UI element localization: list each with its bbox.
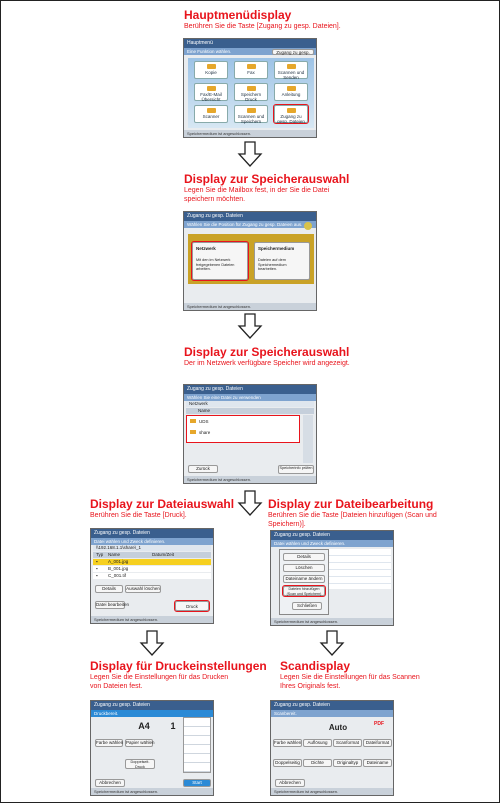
screen-footer: Speichermedium ist angeschlossen. bbox=[184, 130, 316, 137]
file-edit-button[interactable]: Datei bearbeiten bbox=[96, 602, 130, 607]
network-storage-screenshot bbox=[183, 384, 317, 484]
list-item[interactable] bbox=[187, 419, 297, 425]
tile-label: Anleitung bbox=[281, 92, 301, 97]
list-item-label: UDS bbox=[199, 419, 209, 424]
step-desc: Berühren Sie die Taste [Zugang zu gesp. Dateien]. bbox=[184, 23, 341, 30]
tile-access-stored-files[interactable] bbox=[274, 105, 308, 123]
tile-label: Zugang zu gesp. Dateien bbox=[277, 114, 305, 124]
scan-button-resolution[interactable]: Auflösung bbox=[303, 739, 332, 747]
col-type: Typ bbox=[96, 552, 104, 557]
file-icon: ▪ bbox=[96, 566, 98, 571]
file-icon: ▪ bbox=[96, 559, 98, 564]
network-button[interactable] bbox=[192, 242, 248, 280]
file-icon: ▪ bbox=[96, 573, 98, 578]
step-storage-select-2 bbox=[184, 345, 354, 368]
step-main-menu bbox=[184, 8, 384, 31]
main-menu-screenshot bbox=[183, 38, 317, 138]
screen-subheader: Wählen Sie die Position für Zugang zu gesp. Dateien aus. bbox=[184, 221, 316, 228]
screen-footer: Speichermedium ist angeschlossen. bbox=[184, 476, 316, 483]
step-title: Display zur Speicherauswahl bbox=[184, 172, 350, 186]
close-menu-item[interactable]: Schließen bbox=[292, 602, 322, 610]
scan-button-file-format[interactable]: Dateiformat bbox=[363, 739, 392, 747]
scan-button-duplex[interactable]: Doppelseitig bbox=[273, 759, 302, 767]
file-name: A_001.jpg bbox=[108, 559, 129, 564]
col-date: Datum/Zeit bbox=[152, 552, 175, 557]
step-desc: Legen Sie die Einstellungen für das Scannen Ihres Originals fest. bbox=[280, 674, 420, 690]
tile-label: Fax bbox=[247, 70, 255, 75]
step-storage-select-1 bbox=[184, 172, 354, 204]
step-desc: Legen Sie die Mailbox fest, in der Sie die Datei speichern möchten. bbox=[184, 187, 330, 203]
cancel-button[interactable]: Abbrechen bbox=[275, 779, 305, 787]
tile-label: Scannen und Senden bbox=[277, 70, 305, 80]
scan-store-icon bbox=[247, 108, 256, 113]
file-edit-screenshot bbox=[270, 530, 394, 626]
screen-footer: Speichermedium ist angeschlossen. bbox=[271, 788, 393, 795]
stored-files-icon bbox=[287, 108, 296, 113]
clear-selection-button[interactable]: Auswahl löschen bbox=[126, 586, 160, 591]
network-label: Netzwerk bbox=[196, 246, 216, 251]
tile-fax[interactable] bbox=[234, 61, 268, 79]
path-bar: \\192.168.1.1\share\_1 bbox=[93, 545, 211, 551]
screen-subheader: Scanbereit. bbox=[271, 710, 393, 717]
guide-icon bbox=[287, 86, 296, 91]
folder-icon bbox=[190, 430, 196, 434]
scan-button-original-type[interactable]: Originaltyp bbox=[333, 759, 362, 767]
tile-label: Scanner bbox=[202, 114, 220, 119]
storage-media-note: Dateien auf dem Speichermedium bearbeiten. bbox=[258, 258, 287, 271]
start-button[interactable]: Start bbox=[183, 779, 211, 787]
list-item[interactable] bbox=[187, 430, 297, 436]
scan-send-icon bbox=[287, 64, 296, 69]
tile-guide[interactable] bbox=[274, 83, 308, 101]
step-title: Display zur Dateiauswahl bbox=[90, 497, 235, 511]
list-item-label: share bbox=[199, 430, 211, 435]
step-desc: Der im Netzwerk verfügbare Speicher wird angezeigt. bbox=[184, 360, 350, 367]
copy-icon bbox=[207, 64, 216, 69]
storage-media-label: Speichermedium bbox=[258, 246, 295, 251]
storage-list bbox=[186, 415, 300, 443]
table-row[interactable] bbox=[93, 559, 211, 565]
details-button[interactable]: Details bbox=[95, 585, 123, 593]
scan-button-density[interactable]: Dichte bbox=[303, 759, 332, 767]
step-scan-display bbox=[280, 659, 420, 691]
step-file-select bbox=[90, 497, 234, 520]
tile-label: Scannen und Speichern bbox=[237, 114, 265, 124]
path-bar: Netzwerk bbox=[186, 401, 314, 407]
table-row[interactable] bbox=[93, 566, 211, 572]
screen-header: Zugang zu gesp. Dateien bbox=[91, 701, 213, 710]
screen-footer: Speichermedium ist angeschlossen. bbox=[91, 616, 213, 623]
tile-label: Fax/E-Mail Übersicht bbox=[200, 92, 222, 102]
access-stored-files-top-button[interactable]: Zugang zu gesp. bbox=[272, 49, 314, 55]
fax-overview-icon bbox=[207, 86, 216, 91]
file-select-screenshot bbox=[90, 528, 214, 624]
step-desc: Berühren Sie die Taste [Druck]. bbox=[90, 512, 187, 519]
storage-select-screenshot bbox=[183, 211, 317, 311]
step-title: Display für Druckeinstellungen bbox=[90, 659, 267, 673]
delete-menu-item[interactable]: Löschen bbox=[283, 564, 325, 572]
edit-menu bbox=[279, 549, 329, 615]
screen-header: Zugang zu gesp. Dateien bbox=[184, 212, 316, 221]
screen-footer: Speichermedium ist angeschlossen. bbox=[184, 303, 316, 310]
details-menu-item[interactable]: Details bbox=[283, 553, 325, 561]
screen-subheader: Wählen Sie eine Datei zu verwenden bbox=[184, 394, 316, 401]
screen-header: Zugang zu gesp. Dateien bbox=[91, 529, 213, 538]
down-arrow-icon bbox=[140, 630, 164, 656]
network-note: Mit den im Netzwerk freigegebenen Dateien arbeiten. bbox=[196, 258, 235, 271]
tile-copy[interactable] bbox=[194, 61, 228, 79]
col-name: Name bbox=[108, 552, 121, 557]
settings-sidebar bbox=[183, 717, 211, 773]
tile-scan-store[interactable] bbox=[234, 105, 268, 123]
add-files-scan-store-menu-item[interactable]: Dateien hinzufügen (Scan und Speichern) bbox=[283, 586, 325, 596]
screen-header: Hauptmenü bbox=[184, 39, 316, 48]
column-name-header: Name bbox=[186, 408, 314, 414]
step-title: Display zur Dateibearbeitung bbox=[268, 497, 434, 511]
down-arrow-icon bbox=[238, 141, 262, 167]
down-arrow-icon bbox=[238, 313, 262, 339]
scrollbar[interactable] bbox=[303, 415, 313, 463]
step-title: Hauptmenüdisplay bbox=[184, 8, 292, 22]
auto-display: Auto bbox=[328, 723, 348, 732]
cancel-button[interactable]: Abbrechen bbox=[95, 779, 125, 787]
rename-menu-item[interactable]: Dateiname ändern bbox=[283, 575, 325, 583]
paper-display: A4 bbox=[138, 721, 150, 731]
scan-button-size[interactable]: Scanformat bbox=[333, 739, 362, 747]
screen-subheader: Datei wählen und Zweck definieren. bbox=[271, 540, 393, 547]
print-settings-screenshot bbox=[90, 700, 214, 796]
tile-stored-print[interactable] bbox=[234, 83, 268, 101]
screen-footer: Speichermedium ist angeschlossen. bbox=[271, 618, 393, 625]
down-arrow-icon bbox=[238, 490, 262, 516]
screen-subheader: Datei wählen und Zweck definieren. bbox=[91, 538, 213, 545]
table-row[interactable] bbox=[93, 573, 211, 579]
back-button[interactable]: Zurück bbox=[188, 465, 218, 473]
step-desc: Berühren Sie die Taste [Dateien hinzufügen (Scan und Speichern)]. bbox=[268, 512, 437, 528]
screen-footer: Speichermedium ist angeschlossen. bbox=[91, 788, 213, 795]
screen-subheader: Eine Funktion wählen. bbox=[184, 48, 316, 55]
step-title: Scandisplay bbox=[280, 659, 351, 673]
color-select-button[interactable]: Farbe wählen bbox=[96, 740, 124, 745]
tile-label: Speichern Druck bbox=[240, 92, 262, 102]
tile-fax-overview[interactable] bbox=[194, 83, 228, 101]
folder-icon bbox=[190, 419, 196, 423]
print-icon bbox=[247, 86, 256, 91]
scanner-icon bbox=[207, 108, 216, 113]
scan-button-color[interactable]: Farbe wählen bbox=[274, 740, 302, 745]
file-name: C_001.tif bbox=[108, 573, 127, 578]
scan-button-file-name[interactable]: Dateiname bbox=[363, 759, 392, 767]
copies-display: 1 bbox=[170, 721, 176, 731]
step-file-edit bbox=[268, 497, 438, 529]
help-icon[interactable] bbox=[304, 222, 312, 230]
file-name: B_001.jpg bbox=[108, 566, 129, 571]
fax-icon bbox=[247, 64, 256, 69]
paper-select-button[interactable]: Papier wählen bbox=[126, 740, 155, 745]
tile-scan-send[interactable] bbox=[274, 61, 308, 79]
tile-label: Kopie bbox=[205, 70, 217, 75]
storage-info-button[interactable]: Speicherinfo prüfen bbox=[278, 465, 314, 474]
print-button[interactable]: Druck bbox=[175, 601, 209, 611]
format-display: PDF bbox=[374, 721, 384, 727]
table-header bbox=[93, 552, 211, 558]
screen-header: Zugang zu gesp. Dateien bbox=[184, 385, 316, 394]
screen-header: Zugang zu gesp. Dateien bbox=[271, 531, 393, 540]
step-desc: Legen Sie die Einstellungen für das Drucken von Dateien fest. bbox=[90, 674, 229, 690]
screen-header: Zugang zu gesp. Dateien bbox=[271, 701, 393, 710]
scan-display-screenshot bbox=[270, 700, 394, 796]
storage-media-button[interactable] bbox=[254, 242, 310, 280]
step-title: Display zur Speicherauswahl bbox=[184, 345, 350, 359]
tile-scanner[interactable] bbox=[194, 105, 228, 123]
screen-subheader: Druckbereit. bbox=[91, 710, 213, 717]
step-print-settings bbox=[90, 659, 267, 691]
background-table bbox=[329, 549, 391, 589]
down-arrow-icon bbox=[320, 630, 344, 656]
duplex-print-button[interactable]: Doppelseit. Druck bbox=[125, 759, 155, 769]
